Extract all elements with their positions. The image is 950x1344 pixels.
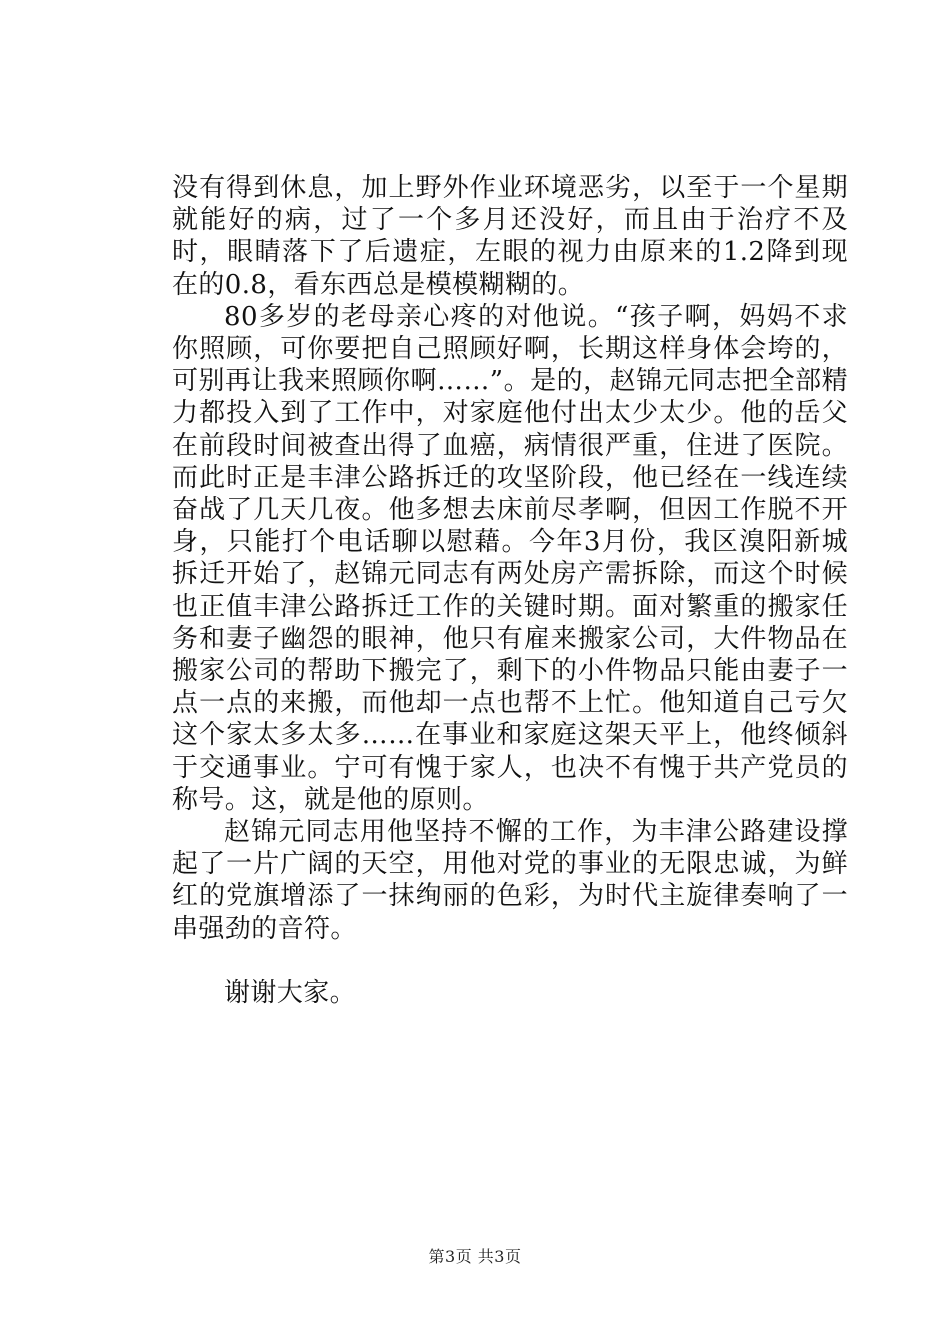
- paragraph-3: 赵锦元同志用他坚持不懈的工作，为丰津公路建设撑起了一片广阔的天空，用他对党的事业的无限忠诚，为鲜红的党旗增添了一抹绚丽的色彩，为时代主旋律奏响了一串强劲的音符。: [172, 817, 848, 944]
- closing-line: 谢谢大家。: [224, 977, 357, 1008]
- body-text: [172, 172, 848, 1009]
- page-footer: 第3页 共3页: [428, 1247, 522, 1266]
- paragraph-1: 没有得到休息，加上野外作业环境恶劣，以至于一个星期就能好的病，过了一个多月还没好，而且由于治疗不及时，眼睛落下了后遗症，左眼的视力由原来的1.2降到现在的0.8，看东西总是模模糊糊的。: [172, 173, 848, 300]
- paragraph-2: 80多岁的老母亲心疼的对他说。“孩子啊，妈妈不求你照顾，可你要把自己照顾好啊，长期这样身体会垮的，可别再让我来照顾你啊……”。是的，赵锦元同志把全部精力都投入到了工作中，对家庭他付出太少太少。他的岳父在前段时间被查出得了血癌，病情很严重，住进了医院。而此时正是丰津公路拆迁的攻坚阶段，他已经在一线连续奋战了几天几夜。他多想去床前尽孝啊，但因工作脱不开身，只能打个电话聊以慰藉。今年3月份，我区溴阳新城拆迁开始了，赵锦元同志有两处房产需拆除，而这个时候也正值丰津公路拆迁工作的关键时期。面对繁重的搬家任务和妻子幽怨的眼神，他只有雇来搬家公司，大件物品在搬家公司的帮助下搬完了，剩下的小件物品只能由妻子一点一点的来搬，而他却一点也帮不上忙。他知道自己亏欠这个家太多太多……在事业和家庭这架天平上，他终倾斜于交通事业。宁可有愧于家人，也决不有愧于共产党员的称号。这，就是他的原则。: [172, 301, 848, 815]
